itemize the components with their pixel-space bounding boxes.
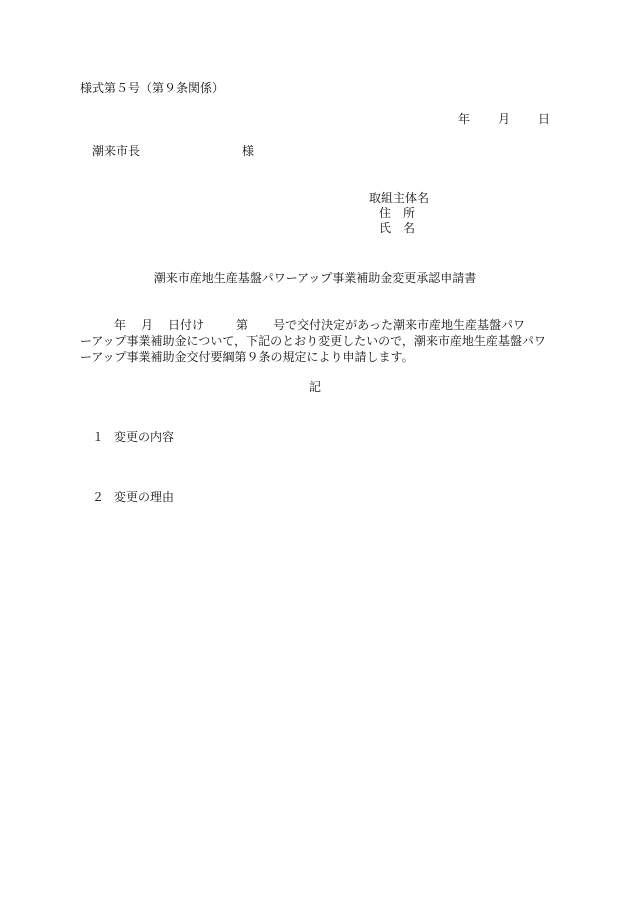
document-body [80, 317, 550, 365]
ki-heading: 記 [308, 380, 321, 394]
body-number-prefix: 第 [236, 318, 249, 332]
body-year: 年 [114, 318, 127, 332]
date-month: 月 [497, 112, 510, 126]
body-line-3: ーアップ事業補助金交付要綱第９条の規定により申請します。 [80, 350, 414, 364]
item-label: 変更の内容 [114, 430, 175, 444]
item-change-reason [92, 490, 174, 504]
item-number: ２ [92, 490, 105, 504]
addressee-name: 潮来市長 [92, 144, 141, 158]
body-month: 月 [141, 318, 154, 332]
applicant-address-label: 住 所 [379, 206, 416, 220]
addressee [92, 144, 254, 158]
applicant-name-label: 氏 名 [379, 221, 416, 235]
body-line-2: ーアップ事業補助金について，下記のとおり変更したいので，潮来市産地生産基盤パワ [80, 334, 546, 348]
date-day: 日 [537, 112, 550, 126]
item-label: 変更の理由 [114, 490, 175, 504]
body-day-suffix: 日付け [168, 318, 205, 332]
item-change-content [92, 430, 174, 444]
addressee-honorific: 様 [242, 144, 255, 158]
applicant-organization-label: 取組主体名 [369, 191, 430, 205]
body-line-1-rest: 号で交付決定があった潮来市産地生産基盤パワ [273, 318, 525, 332]
date-year: 年 [457, 112, 470, 126]
document-title: 潮来市産地生産基盤パワーアップ事業補助金変更承認申請書 [153, 271, 477, 285]
form-number: 様式第５号（第９条関係） [80, 81, 225, 95]
date-line [458, 112, 550, 126]
item-number: １ [92, 430, 105, 444]
applicant-block [369, 191, 429, 236]
body-line-1 [80, 317, 550, 333]
